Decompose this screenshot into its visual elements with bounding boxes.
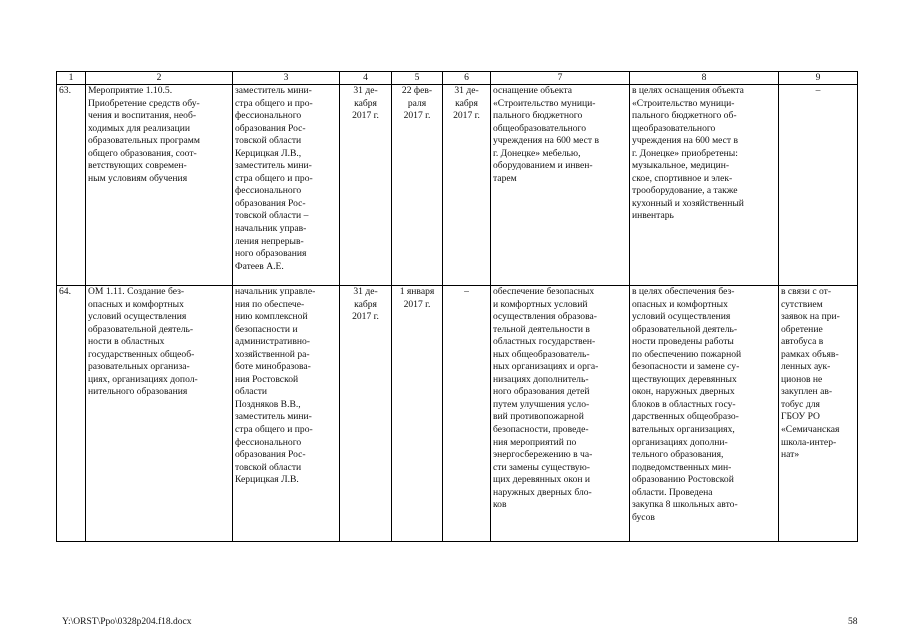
fact-date-cell: 1 января 2017 г. [392, 286, 443, 542]
actual-result-cell: в целях обеспечения без- опасных и комфортных условий осуществления образовательной деятель- ности проведены работы по обеспечению пожарной безопасности и замене су- ществующих деревянных окон, наружных дверных блоков в областных госу- дарственных общеобразо- вательных организациях, организациях дополни- тельного образования, подведомственных мин- образованию Ростовской области. Проведена закупка 8 школьных авто- бусов [630, 286, 779, 542]
table-row [57, 286, 858, 542]
expected-result-cell: обеспечение безопасных и комфортных условий осуществления образова- тельной деятельности в областных государствен- ных общеобразователь- ных организациях и орга- низациях дополнитель- ного образования детей путем улучшения усло- вий противопожарной безопасности, проведе- ния мероприятий по энергосбережению в ча- сти замены существую- щих деревянных окон и наружных дверных бло- ков [491, 286, 630, 542]
actual-result-cell: в целях оснащения объекта «Строительство муници- пального бюджетного об- щеобразовательного учреждения на 600 мест в г. Донецке» приобретены: музыкальное, медицин- ское, спортивное и элек- трооборудование, а также кухонный и хозяйственный инвентарь [630, 85, 779, 286]
column-header: 7 [491, 72, 630, 85]
column-header: 2 [86, 72, 233, 85]
column-header: 6 [443, 72, 491, 85]
table-row [57, 85, 858, 286]
column-header: 1 [57, 72, 86, 85]
expected-result-cell: оснащение объекта «Строительство муници- пального бюджетного общеобразовательного учреждения на 600 мест в г. Донецке» мебелью, оборудованием и инвен- тарем [491, 85, 630, 286]
row-number: 64. [57, 286, 86, 542]
plan-date-cell: 31 де- кабря 2017 г. [340, 85, 392, 286]
end-date-cell: 31 де- кабря 2017 г. [443, 85, 491, 286]
activities-table [56, 71, 858, 542]
activity-cell: Мероприятие 1.10.5. Приобретение средств обу- чения и воспитания, необ- ходимых для реализации образовательных программ общего образования, соот- ветствующих современ- ным условиям обучения [86, 85, 233, 286]
end-date-cell: – [443, 286, 491, 542]
column-header: 4 [340, 72, 392, 85]
footer-file-path: Y:\ORST\Ppo\0328p204.f18.docx [62, 617, 192, 627]
notes-cell: – [779, 85, 858, 286]
plan-date-cell: 31 де- кабря 2017 г. [340, 286, 392, 542]
responsible-cell: начальник управле- ния по обеспече- нию комплексной безопасности и административно- хозяйственной ра- боте минобразова- ния Ростовской области Поздняков В.В., заместитель мини- стра общего и про- фессионального образования Рос- товской области Керцицкая Л.В. [233, 286, 340, 542]
fact-date-cell: 22 фев- раля 2017 г. [392, 85, 443, 286]
column-number-row [57, 72, 858, 85]
column-header: 8 [630, 72, 779, 85]
activity-cell: ОМ 1.11. Создание без- опасных и комфортных условий осуществления образовательной деятель- ности в областных государственных общеоб- разовательных организа- циях, организациях допол- нительного образования [86, 286, 233, 542]
column-header: 5 [392, 72, 443, 85]
responsible-cell: заместитель мини- стра общего и про- фессионального образования Рос- товской области Керцицкая Л.В., заместитель мини- стра общего и про- фессионального образования Рос- товской области – начальник управ- ления непрерыв- ного образования Фатеев А.Е. [233, 85, 340, 286]
column-header: 3 [233, 72, 340, 85]
notes-cell: в связи с от- сутствием заявок на при- обретение автобуса в рамках объяв- ленных аук- ционов не закуплен ав- тобус для ГБОУ РО «Семичанская школа-интер- нат» [779, 286, 858, 542]
row-number: 63. [57, 85, 86, 286]
page-number: 58 [848, 617, 858, 627]
column-header: 9 [779, 72, 858, 85]
